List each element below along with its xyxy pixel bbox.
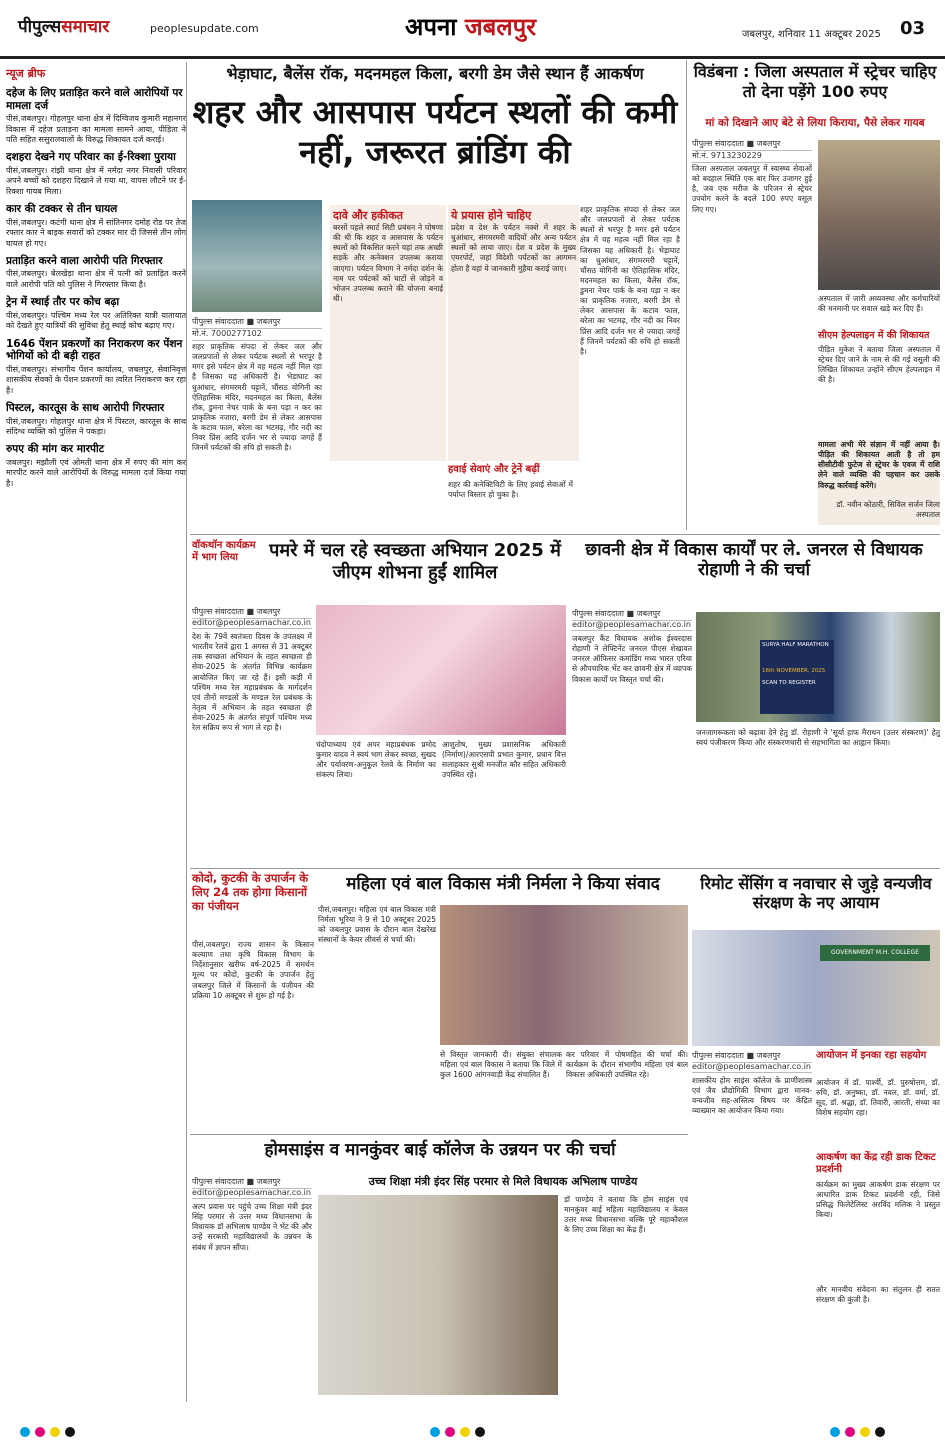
dateline: जबलपुर, शनिवार 11 अक्टूबर 2025	[742, 29, 881, 40]
quote-text: मामला अभी मेरे संज्ञान में नहीं आया है। पीड़ित की शिकायत आती है तो हम सीसीटीवी फुटेज से स्ट्रेचर के एवज में राशि लेने वाले व्यक्ति की पहचान कर उसके विरुद्ध कार्रवाई करेंगे।	[818, 440, 940, 490]
marathon-poster	[760, 640, 834, 714]
newspaper-logo: पीपुल्ससमाचार	[18, 17, 110, 37]
brief-text: पीसं,जबलपुर। संभागीय पेंशन कार्यालय, जबलपुर, सेवानिवृत्त शासकीय सेवकों के पेंशन प्रकरणों का त्वरित निराकरण कर रहा है।	[6, 364, 186, 395]
brief-text: पीसं,जबलपुर। गोहलपुर थाना क्षेत्र में पिस्टल, कारतूस के साथ संदिग्ध व्यक्ति को पुलिस ने पकड़ा।	[6, 416, 186, 436]
yellow-dot	[860, 1427, 870, 1437]
page-number: 03	[900, 18, 926, 39]
print-color-marks	[0, 1410, 945, 1445]
cantonment-byline: पीपुल्स संवाददाता ■ जबलपुर	[572, 608, 692, 621]
women-headline: महिला एवं बाल विकास मंत्री निर्मला ने किया संवाद	[346, 874, 660, 894]
efforts-box-text: प्रदेश व देश के पर्यटन नक्शे में शहर के धुआंधार, संगमरमरी वादियों और अन्य पर्यटन स्थलों को लाया जाए। देश व प्रदेश के मुख्य एयरपोर्ट, जहां विदेशी पर्यटकों का आगमन होता है वहां ये जानकारी मुहैया कराई जाए।	[451, 223, 576, 273]
hospital-caption: अस्पताल में जारी अव्यवस्था और कर्मचारियों की मनमानी पर सवाल खड़े कर दिए हैं।	[818, 294, 940, 314]
brief-head: कार की टक्कर से तीन घायल	[6, 203, 118, 216]
homescience-byline: पीपुल्स संवाददाता ■ जबलपुर	[192, 1176, 312, 1189]
waterfall-photo	[192, 200, 322, 312]
masthead	[0, 0, 945, 59]
magenta-dot	[845, 1427, 855, 1437]
closing-text: और मानवीय संवेदना का संतुलन ही सतत संरक्षण की कुंजी है।	[816, 1285, 940, 1305]
cantonment-text-2: जनजागरूकता को बढ़ावा देने हेतु डॉ. रोहाणी ने 'सूर्या हाफ मैराथन (उत्तर संस्करण)' हेतु स्वयं पंजीकरण किया और संस्करणधारी से सहभागिता का आह्वान किया।	[696, 728, 940, 748]
black-dot	[65, 1427, 75, 1437]
section-divider	[190, 1134, 688, 1135]
poster-title: SURYA HALF MARATHON	[762, 642, 829, 648]
stamp-exhibition-title: आकर्षण का केंद्र रही डाक टिकट प्रदर्शनी	[816, 1152, 936, 1175]
news-brief-column	[6, 62, 187, 1402]
hospital-subheadline: मां को दिखाने आए बेटे से लिया किराया, पैसे लेकर गायब	[705, 117, 925, 129]
claims-box	[330, 205, 446, 461]
wildlife-byline: पीपुल्स संवाददाता ■ जबलपुर	[692, 1050, 812, 1063]
hospital-byline: पीपुल्स संवाददाता ■ जबलपुर	[692, 138, 812, 151]
homescience-text-2: डॉ पाण्डेय ने बताया कि होम साइंस एवं मानकुंवर बाई महिला महाविद्यालय न केवल उत्तर मध्य विधानसभा बल्कि पूरे महाकौशल के लिए उच्च शिक्षा का केंद्र हैं।	[564, 1195, 688, 1235]
brief-text: पीसं,जबलपुर। कटंगी थाना क्षेत्र में सांतिनगर दमोह रोड पर तेज रफ्तार कार ने बाइक सवारों को टक्कर मार दी जिससे तीन लोग घायल हो गए।	[6, 217, 186, 248]
poster-register: SCAN TO REGISTER	[762, 680, 816, 686]
efforts-box-title: ये प्रयास होने चाहिए	[451, 209, 532, 222]
lead-headline: शहर और आसपास पर्यटन स्थलों की कमी नहीं, जरूरत ब्रांडिंग की	[192, 93, 678, 171]
brief-text: पीसं,जबलपुर। पश्चिम मध्य रेल पर अतिरिक्त यात्री यातायात को देखते हुए यात्रियों की सुविधा हेतु स्थाई कोच बढ़ाए गए।	[6, 310, 186, 331]
brief-head: पिस्टल, कारतूस के साथ आरोपी गिरफ्तार	[6, 402, 165, 414]
brief-head: प्रताड़ित करने वाला आरोपी पति गिरफ्तार	[6, 254, 163, 267]
quote-box	[818, 440, 940, 525]
homescience-email: editor@peoplesamachar.co.in	[192, 1188, 311, 1197]
brief-text: पीसं,जबलपुर। बेलखेड़ा थाना क्षेत्र में पत्नी को प्रताड़ित करने वाले आरोपी पति को पुलिस ने गिरफ्तार किया है।	[6, 269, 186, 289]
lead-byline: पीपुल्स संवाददाता ■ जबलपुर	[192, 316, 322, 329]
lead-text: शहर प्राकृतिक संपदा से लेकर जल और जलप्रपातों से लेकर पर्यटक स्थलों से भरपूर है मगर इसे पर्यटन क्षेत्र में वह महत्व नहीं मिल रहा है जिसका यह अधिकारी है। भेड़ाघाट का धुआंधार, संगमरमरी चट्टानें, चौंसठ योगिनी का ऐतिहासिक मंदिर, मदनमहल का किला, बैलेंस रॉक, डुमना नेचर पार्क के बना पड़ा न कर का प्राकृतिक नजारा, बरगी डेम से लेकर आसपास के कटाव फाल, बरेला का भटमढ़, गौर नदी का निवर प्रिंस आदि दर्जन भर से ज्यादा जगहें हैं जिनमें पर्यटकों की रुचि हो सकती है।	[192, 342, 322, 453]
support-title: आयोजन में इनका रहा सहयोग	[816, 1050, 927, 1061]
section-divider	[190, 868, 940, 869]
claims-box-text: बरसों पहले स्मार्ट सिटी प्रबंधन ने घोषणा की थी कि शहर व आसपास के पर्यटन स्थलों को विकसित करने यहां तक अच्छी सड़कें और कनेक्शन उपलब्ध कराया जाएगा। पर्यटन विभाग ने नर्मदा दर्शन के नाम पर पर्यटकों को घाटों से जोड़ने व भोजन उपलब्ध कराने की योजना बनाई थी।	[333, 223, 443, 303]
swachhta-text: देश के 79वें स्वतंत्रता दिवस के उपलक्ष्य में भारतीय रेलवे द्वारा 1 अगस्त से 31 अक्टूबर तक स्वच्छता अभियान के तहत स्वच्छता ही सेवा-2025 के अंतर्गत विभिन्न कार्यक्रम आयोजित किए जा रहे हैं। इसी कड़ी में पश्चिम मध्य रेल महाप्रबंधक के मार्गदर्शन एवं तीनों मण्डलों के मण्डल रेल प्रबंधक के नेतृत्व में अभियान के तहत स्वच्छता ही सेवा-2025 के अंतर्गत संपूर्ण पश्चिम मध्य रेल सक्रिय रूप से भाग ले रहा है।	[192, 632, 312, 733]
claims-box-title: दावे और हकीकत	[333, 209, 404, 222]
hospital-patient-photo	[818, 140, 940, 290]
section-divider	[190, 534, 940, 535]
brief-head: 1646 पेंशन प्रकरणों का निराकरण कर पेंशन भोगियों को दी बड़ी राहत	[6, 337, 183, 363]
swachhta-byline: पीपुल्स संवाददाता ■ जबलपुर	[192, 606, 312, 619]
homescience-text: अल्प प्रवास पर पहुंचे उच्च शिक्षा मंत्री इंदर सिंह परमार से उत्तर मध्य विधानसभा के विधायक डॉ अभिलाष पाण्डेय ने भेंट की और उन्हें सरकारी महाविद्यालयों के उन्नयन के संबंध में ज्ञापन सौंपा।	[192, 1202, 312, 1252]
magenta-dot	[445, 1427, 455, 1437]
black-dot	[475, 1427, 485, 1437]
color-swatch-center	[430, 1422, 490, 1441]
homescience-headline: होमसाइंस व मानकुंवर बाई कॉलेज के उन्नयन पर की चर्चा	[264, 1140, 616, 1160]
cm-helpline-subhead: सीएम हेल्पलाइन में की शिकायत	[818, 330, 930, 341]
brief-head: रुपए की मांग कर मारपीट	[6, 443, 104, 456]
brief-head: दहेज के लिए प्रताड़ित करने वाले आरोपियों पर मामला दर्ज	[6, 87, 183, 112]
brief-head: दशहरा देखने गए परिवार का ई-रिक्शा पुराया	[6, 151, 176, 164]
yellow-dot	[460, 1427, 470, 1437]
website-url: peoplesupdate.com	[150, 22, 259, 35]
swachhta-text-2: चंदोपाध्याय एवं अपर महाप्रबंधक प्रमोद कुमार यादव ने स्वयं भाग लेकर स्वच्छ, सुखद और पर्यावरण-अनुकूल रेलवे के निर्माण का संकल्प लिया।	[316, 740, 436, 780]
cyan-dot	[830, 1427, 840, 1437]
black-dot	[875, 1427, 885, 1437]
hospital-headline: विडंबना : जिला अस्पताल में स्ट्रेचर चाहिए तो देना पड़ेंगे 100 रुपए	[693, 62, 937, 101]
swachhta-email: editor@peoplesamachar.co.in	[192, 618, 311, 627]
poster-date: 16th NOVEMBER, 2025	[762, 668, 826, 674]
brief-text: पीसं,जबलपुर। गोहलपुर थाना क्षेत्र में दिग्विजय कुमारी महानगर विकास में दहेज प्रताड़ना का मामला सामने आया, पीड़िता ने पति सहित ससुरालवालों के विरुद्ध शिकायत दर्ज कराई।	[6, 114, 186, 144]
kodo-text: पीसं,जबलपुर। राज्य शासन के किसान कल्याण तथा कृषि विकास विभाग के निर्देशानुसार खरीफ वर्ष-2025 में समर्थन मूल्य पर कोदो, कुटकी के उपार्जन हेतु जबलपुर जिले में किसानों के पंजीयन की प्रक्रिया 10 अक्टूबर से शुरू हो गई है।	[192, 940, 314, 1000]
support-text: आयोजन में डॉ. पार्श्वी, डॉ. पुरुषोत्तम, डॉ. रुचि, डॉ. अनुष्का, डॉ. नवल, डॉ. वर्मा, डॉ. सूद, डॉ. श्रद्धा, डॉ. तिवारी, आरती, संध्या का विशेष सहयोग रहा।	[816, 1078, 940, 1118]
brief-head: ट्रेन में स्थाई तौर पर कोच बढ़ा	[6, 296, 120, 309]
section-title: अपना जबलपुर	[405, 13, 537, 41]
kodo-headline: कोदो, कुटकी के उपार्जन के लिए 24 तक होगा किसानों का पंजीयन	[192, 871, 309, 913]
women-event-photo	[440, 905, 688, 1045]
cantonment-text: जबलपुर कैंट विधायक अशोक ईश्वरदास रोहाणी ने लेफ्टिनेंट जनरल पीएस शेखावत जनरल ऑफिसर कमांडिंग मध्य भारत एरिया से औपचारिक भेंट कर छावनी क्षेत्र में व्यापक विकास कार्यों पर विस्तृत चर्चा की।	[572, 634, 692, 684]
hospital-text: जिला अस्पताल जबलपुर में स्वास्थ्य सेवाओं को बदहाल स्थिति एक बार फिर उजागर हुई है, जब एक मरीज के परिजन से स्ट्रेचर उपयोग करने के बदले 100 रुपए वसूल लिए गए।	[692, 164, 812, 214]
color-swatch-right	[830, 1422, 890, 1441]
wildlife-headline: रिमोट सेंसिंग व नवाचार से जुड़े वन्यजीव संरक्षण के नए आयाम	[700, 874, 932, 913]
efforts-box	[448, 205, 579, 461]
cyan-dot	[20, 1427, 30, 1437]
swachhta-headline: पमरे में चल रहे स्वच्छता अभियान 2025 में जीएम शोभना हुईं शामिल	[269, 540, 561, 583]
quote-attribution: डॉ. नवीन कोठारी, सिविल सर्जन जिला अस्पताल	[836, 500, 940, 520]
column-divider	[686, 60, 687, 530]
swachhta-text-3: आशुतोष, मुख्य प्रशासनिक अधिकारी (निर्माण)/आरएसपी प्रभात कुमार, प्रधान वित्त सलाहकार सुश्री मनजीत कौर सहित अधिकारी उपस्थित रहे।	[442, 740, 566, 780]
cantonment-headline: छावनी क्षेत्र में विकास कार्यों पर ले. जनरल से विधायक रोहाणी ने की चर्चा	[585, 540, 923, 581]
stamp-exhibition-text: कार्यक्रम का मुख्य आकर्षण डाक संरक्षण पर आधारित डाक टिकट प्रदर्शनी रही, जिसे प्रसिद्ध फिलेटेलिस्ट अरविंद मलिक ने प्रस्तुत किया।	[816, 1180, 940, 1220]
brief-text: पीसं,जबलपुर। रांझी थाना क्षेत्र में नर्मदा नगर निवासी परिवार अपने बच्चों को दशहरा दिखाने ले गया था, वापस लौटने पर ई-रिक्शा गायब मिला।	[6, 165, 186, 196]
cm-helpline-text: पीड़ित मुकेश ने बताया जिला अस्पताल में स्ट्रेचर दिए जाने के नाम से की गई वसूली की लिखित शिकायत उन्होंने सीएम हेल्पलाइन में की है।	[818, 345, 940, 385]
homescience-subheadline: उच्च शिक्षा मंत्री इंदर सिंह परमार से मिले विधायक अभिलाष पाण्डेय	[368, 1175, 638, 1188]
cantonment-email: editor@peoplesamachar.co.in	[572, 620, 691, 629]
color-swatch-left	[20, 1422, 80, 1441]
wildlife-email: editor@peoplesamachar.co.in	[692, 1062, 811, 1071]
brief-text: जबलपुर। मझौली एवं ओमती थाना क्षेत्र में रुपए की मांग कर मारपीट करने वाले आरोपियों के विरुद्ध मामला दर्ज किया गया है।	[6, 457, 186, 488]
lead-kicker: भेड़ाघाट, बैलेंस रॉक, मदनमहल किला, बरगी डेम जैसे स्थान हैं आकर्षण	[226, 64, 644, 83]
air-service-subhead: हवाई सेवाएं और ट्रेनें बढ़ीं	[448, 464, 540, 475]
hospital-mobile: मो.नं. 9713230229	[692, 150, 812, 163]
women-text: पीसं,जबलपुर। महिला एवं बाल विकास मंत्री निर्मला भूरिया ने 9 से 10 अक्टूबर 2025 को जबलपुर प्रवास के दौरान बाल देखरेख संस्थानों के केयर लीवर्स से चर्चा की।	[318, 905, 436, 945]
magenta-dot	[35, 1427, 45, 1437]
women-text-3: कर परिवार में पोषणहित की चर्चा की। कार्यक्रम के दौरान संभागीय महिला एवं बाल विकास अधिकारी उपस्थित रहे।	[566, 1050, 688, 1080]
yellow-dot	[50, 1427, 60, 1437]
wildlife-text: शासकीय होम साइंस कॉलेज के प्राणीशास्त्र एवं जैव प्रौद्योगिकी विभाग द्वारा मानव-वन्यजीव सह-अस्तित्व विषय पर केंद्रित व्याख्यान का आयोजन किया गया।	[692, 1076, 812, 1116]
homescience-photo	[318, 1195, 558, 1395]
air-service-text: शहर की कनेक्टिविटी के लिए हवाई सेवाओं में पर्याप्त विस्तार हो चुका है।	[448, 480, 573, 500]
lead-text-cont: शहर प्राकृतिक संपदा से लेकर जल और जलप्रपातों से लेकर पर्यटक स्थलों से भरपूर है मगर इसे पर्यटन क्षेत्र में वह महत्व नहीं मिल रहा है जिसका यह अधिकारी है। भेड़ाघाट का धुआंधार, संगमरमरी चट्टानें, चौंसठ योगिनी का ऐतिहासिक मंदिर, मदनमहल का किला, बैलेंस रॉक, डुमना नेचर पार्क के बना पड़ा न कर का प्राकृतिक नजारा, बरगी डेम से लेकर आसपास के कटाव फाल, बरेला का भटमढ़, गौर नदी का निवर प्रिंस आदि दर्जन भर से ज्यादा जगहें हैं जिनमें पर्यटकों की रुचि हो सकती है।	[580, 205, 680, 356]
college-banner: GOVERNMENT M.H. COLLEGE	[820, 945, 930, 961]
brief-title: न्यूज ब्रीफ	[6, 67, 46, 80]
lead-mobile: मो.नं. 7000277102	[192, 328, 322, 341]
walkathon-label: वॉकथॉन कार्यक्रम में भाग लिया	[192, 540, 256, 563]
women-text-2: से विस्तृत जानकारी दी। संयुक्त संचालक महिला एवं बाल विकास ने बताया कि जिले में कुल 1600 आंगनवाड़ी केंद्र संचालित हैं।	[440, 1050, 562, 1080]
swachhta-event-photo	[316, 605, 566, 735]
cyan-dot	[430, 1427, 440, 1437]
